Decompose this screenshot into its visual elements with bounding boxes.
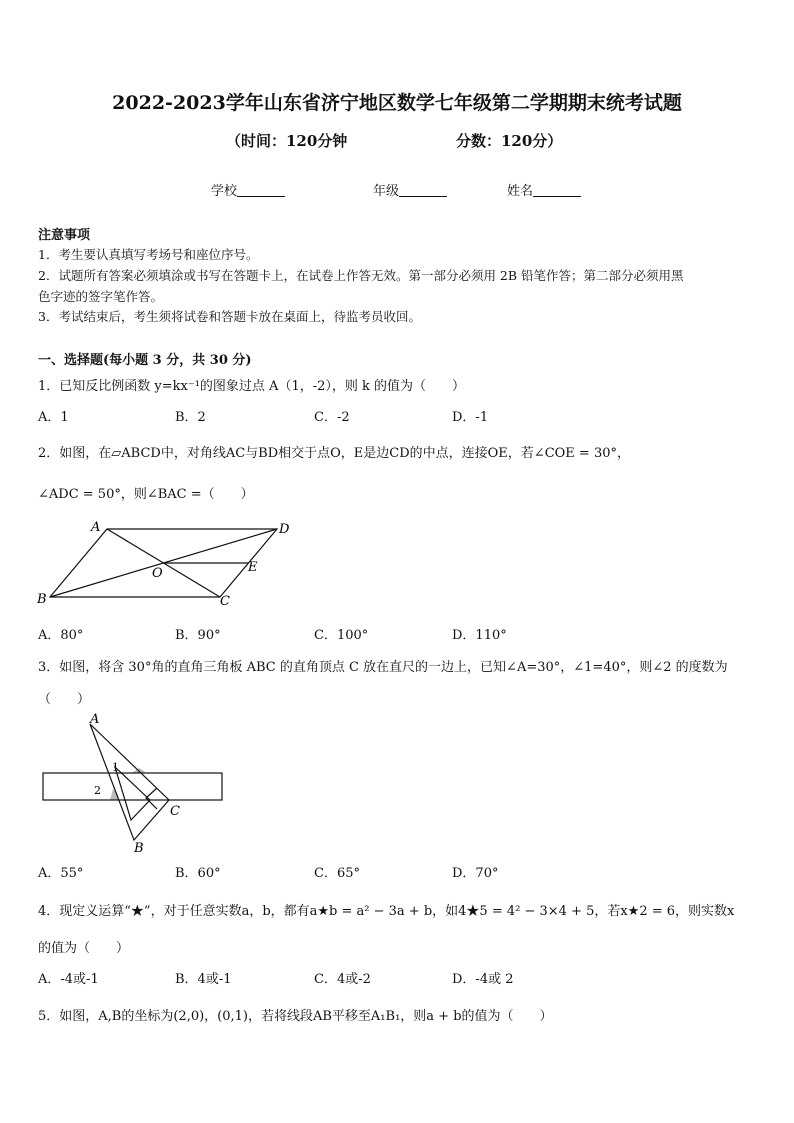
question-2-option-d: D．110° xyxy=(452,628,507,643)
parallelogram-figure xyxy=(30,515,300,610)
page-title: 2022-2023学年山东省济宁地区数学七年级第二学期期末统考试题 xyxy=(112,92,682,114)
label-d: D xyxy=(279,522,290,537)
grade-blank xyxy=(399,183,447,197)
note-item: 1．考生要认真填写考场号和座位序号。 xyxy=(38,247,259,262)
question-2-stem: 2．如图，在▱ABCD中，对角线AC与BD相交于点O，E是边CD的中点，连接OE，若∠COE = 30°， xyxy=(38,446,630,461)
grade-label: 年级 xyxy=(373,184,400,199)
name-field xyxy=(507,180,581,199)
exam-score: 分数：120分） xyxy=(456,132,563,150)
label-c: C xyxy=(170,804,180,819)
question-1-option-d: D．-1 xyxy=(452,410,489,425)
label-b: B xyxy=(37,592,47,607)
question-4-stem: 4．现定义运算“★”，对于任意实数a，b，都有a★b = a² − 3a + b，如4★5 = 4² − 3×4 + 5，若x★2 = 6，则实数x xyxy=(38,904,735,919)
ruler xyxy=(43,773,222,800)
note-item: 2．试题所有答案必须填涂或书写在答题卡上，在试卷上作答无效。第一部分必须用 2B 铅笔作答；第二部分必须用黑 xyxy=(38,268,684,283)
question-4-option-b: B．4或-1 xyxy=(175,972,232,987)
question-2-stem-line2: ∠ADC = 50°，则∠BAC =（ ） xyxy=(38,487,254,502)
name-blank xyxy=(533,183,581,197)
question-3-option-c: C．65° xyxy=(314,866,360,881)
label-o: O xyxy=(152,566,163,581)
label-c: C xyxy=(220,594,230,609)
question-2-option-c: C．100° xyxy=(314,628,369,643)
question-2-option-b: B．90° xyxy=(175,628,221,643)
label-b: B xyxy=(134,841,144,856)
triangle-abc xyxy=(90,724,169,840)
question-4-stem-line2: 的值为（ ） xyxy=(38,941,130,956)
triangle-ruler-figure xyxy=(36,712,236,857)
label-e: E xyxy=(248,560,258,575)
school-blank xyxy=(237,183,285,197)
note-item: 色字迹的签字笔作答。 xyxy=(38,289,164,304)
school-label: 学校 xyxy=(211,184,238,199)
label-a: A xyxy=(91,520,101,535)
label-angle-1: 1 xyxy=(112,761,119,774)
question-3-option-a: A．55° xyxy=(38,866,84,881)
question-1-option-a: A．1 xyxy=(38,410,69,425)
name-label: 姓名 xyxy=(507,184,534,199)
section-title: 一、选择题(每小题 3 分，共 30 分) xyxy=(38,353,252,368)
triangle-inner-hole xyxy=(115,767,150,820)
question-4-option-d: D．-4或 2 xyxy=(452,972,514,987)
question-1-stem: 1．已知反比例函数 y=kx⁻¹的图象过点 A（1，-2），则 k 的值为（ ） xyxy=(38,379,466,394)
label-a: A xyxy=(90,712,100,727)
question-4-option-c: C．4或-2 xyxy=(314,972,371,987)
question-2-option-a: A．80° xyxy=(38,628,84,643)
question-5-stem: 5．如图，A,B的坐标为(2,0)，(0,1)，若将线段AB平移至A₁B₁，则a + b的值为（ ） xyxy=(38,1009,553,1024)
school-field xyxy=(211,180,285,199)
question-3-option-d: D．70° xyxy=(452,866,499,881)
question-3-stem-line2: （ ） xyxy=(38,692,91,707)
note-item: 3．考试结束后，考生须将试卷和答题卡放在桌面上，待监考员收回。 xyxy=(38,309,421,324)
question-1-option-c: C．-2 xyxy=(314,410,350,425)
question-4-option-a: A．-4或-1 xyxy=(38,972,99,987)
notes-heading: 注意事项 xyxy=(38,228,91,243)
question-3-stem: 3．如图，将含 30°角的直角三角板 ABC 的直角顶点 C 放在直尺的一边上，已知∠A=30°，∠1=40°，则∠2 的度数为 xyxy=(38,660,728,675)
exam-time: （时间：120分钟 xyxy=(226,132,348,150)
question-1-option-b: B．2 xyxy=(175,410,206,425)
grade-field xyxy=(373,180,447,199)
question-3-option-b: B．60° xyxy=(175,866,221,881)
label-angle-2: 2 xyxy=(94,784,101,797)
